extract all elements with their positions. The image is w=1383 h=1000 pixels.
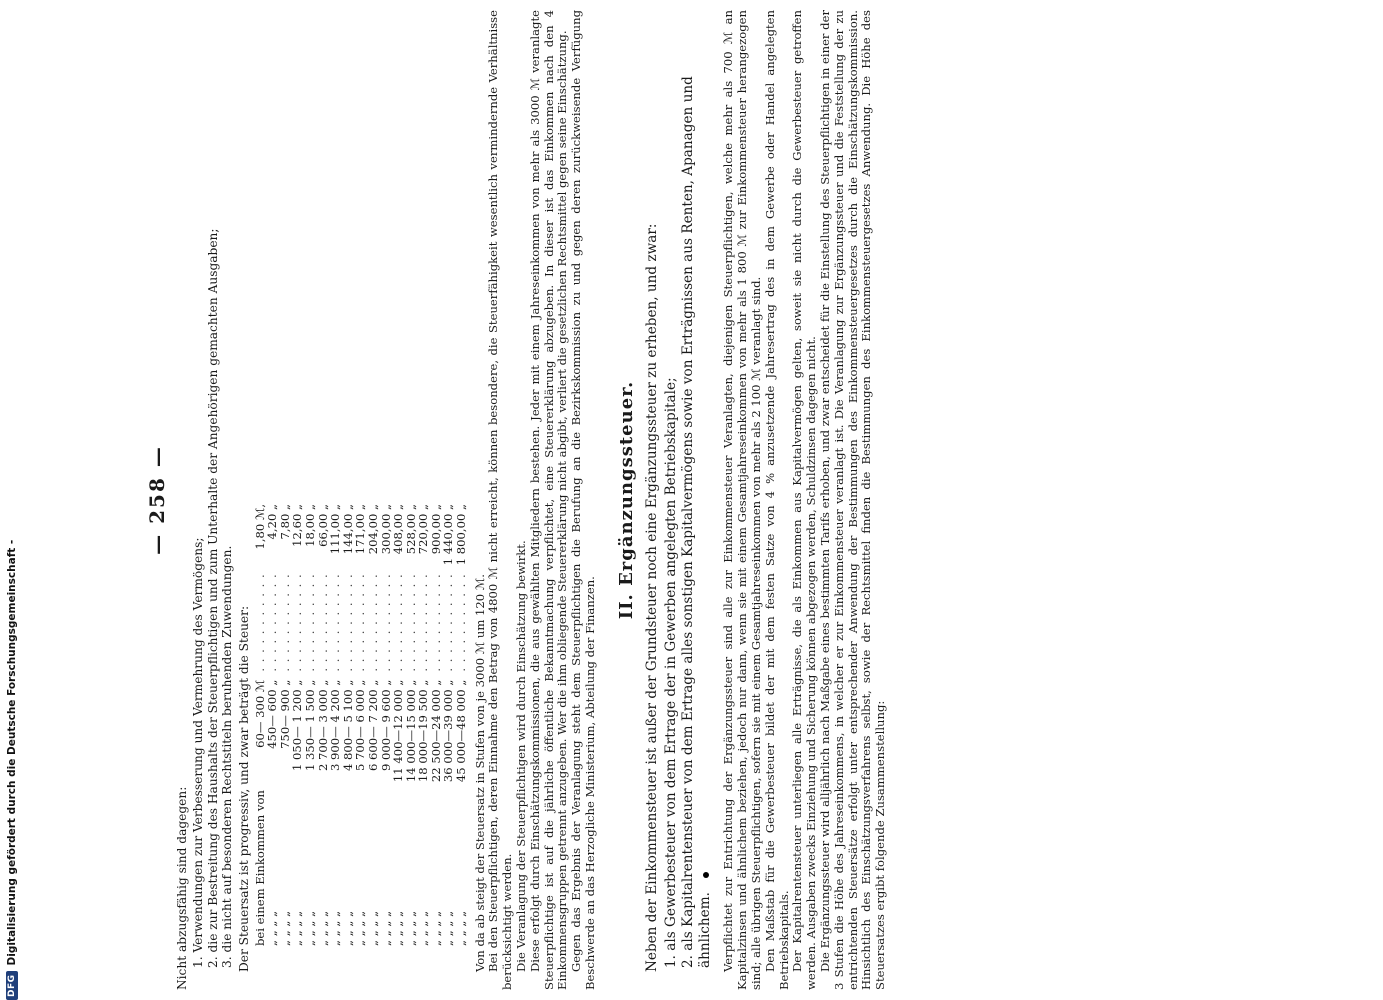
section2-list <box>663 10 714 990</box>
rate-row <box>392 500 405 950</box>
tax-amount: 12,60 „ <box>290 503 305 547</box>
paragraph: Diese erfolgt durch Einschätzungskommissionen, die aus gewählten Mitgliedern bestehen. Jeder mit einem Jahreseinkommen von mehr als 3000 ℳ veranlagte Steuerpflichtige ist auf die jährliche öffentliche Bekanntmachung verpflichtet, eine Steuererklärung abzugeben. In dieser ist das Einkommen nach den 4 Einkommensgruppen getrennt anzugeben. Wer die ihm obliegende Steuererklärung nicht abgibt, verliert die gesetzlichen Rechtsmittel gegen seine Einschätzung. <box>527 10 570 990</box>
tax-rate-table <box>254 500 468 950</box>
income-range: 18 000—19 500 „ <box>416 679 431 783</box>
leader-dots: . . . . . . . . . . . <box>315 573 330 672</box>
leader-dots: . . . . . . . . . . . <box>265 573 280 672</box>
dfg-logo: DFG <box>6 971 18 1000</box>
section1-list <box>191 10 235 990</box>
paragraph: Der Kapitalrentensteuer unterliegen alle Erträgnisse, die als Einkommen aus Kapitalvermögen gelten, soweit sie nicht durch die Gewerbesteuer getroffen werden. Ausgaben zwecks Einziehung und Sicherung können abgezogen werden, Schuldzinsen dagegen nicht. <box>790 10 819 990</box>
paragraph: Von da ab steigt der Steuersatz in Stufen von je 3000 ℳ um 120 ℳ. <box>472 574 487 972</box>
tax-amount: 1 800,00 „ <box>454 503 469 566</box>
list-item: 3. die nicht auf besonderen Rechtstiteln beruhenden Zuwendungen. <box>220 545 235 968</box>
rate-row <box>329 500 342 950</box>
section2-intro: Neben der Einkommensteuer ist außer der Grundsteuer noch eine Ergänzungssteuer zu erheben, und zwar: <box>644 223 661 972</box>
income-range: 22 500—24 000 „ <box>428 679 443 783</box>
tax-amount: 300,00 „ <box>378 503 393 555</box>
rate-prefix: „ „ „ „ <box>315 910 330 946</box>
paragraph: Verpflichtet zur Entrichtung der Ergänzungssteuer sind alle zur Einkommensteuer Veranlagten, diejenigen Steuerpflichtigen, welche mehr als 700 ℳ an Kapitalzinsen und ähnlichem beziehen, jedoch nur dann, wenn sie mit einem Gesamtjahreseinkommen von mehr als 1 800 ℳ zur Einkommensteuer herangezogen sind; alle übrigen Steuerpflichtigen, sofern sie mit einem Gesamtjahreseinkommen von mehr als 2 100 ℳ veranlagt sind. <box>721 10 764 990</box>
leader-dots: . . . . . . . . . . . <box>391 573 406 672</box>
rate-row <box>417 500 430 950</box>
rate-prefix: „ „ „ „ <box>277 910 292 946</box>
list-item: 2. als Kapitalrentensteuer von dem Ertrage alles sonstigen Kapitalvermögens sowie von Erträgnissen aus Renten, Apanagen und ähnlichem. <box>680 76 714 968</box>
leader-dots: . . . . . . . . . . . <box>365 573 380 672</box>
rate-prefix: „ „ „ „ <box>265 910 280 946</box>
rate-prefix: „ „ „ „ <box>302 910 317 946</box>
income-range: 36 000—39 000 „ <box>441 679 456 783</box>
leader-dots: . . . . . . . . . . . <box>328 573 343 672</box>
leader-dots: . . . . . . . . . . . <box>416 573 431 672</box>
tax-amount: 204,00 „ <box>365 503 380 555</box>
rate-row <box>455 500 468 950</box>
leader-dots: . . . . . . . . . . . <box>302 573 317 672</box>
paragraph: Gegen das Ergebnis der Veranlagung steht dem Steuerpflichtigen die Berufung an die Bezirkskommission zu und gegen deren zurückweisende Verfügung Beschwerde an das Herzogliche Ministerium, Abteilung der Finanzen. <box>569 10 598 990</box>
income-range: 45 000—48 000 „ <box>454 679 469 783</box>
tax-amount: 111,00 „ <box>328 503 343 555</box>
income-range: 3 900— 4 200 „ <box>328 679 343 772</box>
tax-amount: 7,80 „ <box>277 503 292 540</box>
rate-prefix: „ „ „ „ <box>378 910 393 946</box>
income-range: 1 050— 1 200 „ <box>290 679 305 772</box>
leader-dots: . . . . . . . . . . . <box>454 573 469 672</box>
income-range: 14 000—15 000 „ <box>403 679 418 783</box>
tax-amount: 4,20 „ <box>265 503 280 540</box>
tax-amount: 408,00 „ <box>391 503 406 555</box>
rate-prefix: „ „ „ „ <box>365 910 380 946</box>
section2-heading: II. Ergänzungssteuer. <box>615 380 637 620</box>
income-range: 750— 900 „ <box>277 679 292 749</box>
income-range: 450— 600 „ <box>265 679 280 749</box>
page-number: — 258 — <box>145 445 169 555</box>
income-range: 5 700— 6 000 „ <box>353 679 368 772</box>
income-range: 9 000— 9 600 „ <box>378 679 393 772</box>
rate-prefix: „ „ „ „ <box>403 910 418 946</box>
paragraph: Die Ergänzungssteuer wird alljährlich nach Maßgabe eines bestimmten Tarifs erhoben, und zwar entscheidet für die Einstellung des Steuerpflichtigen in einer der 3 Stufen die Höhe des Jahreseinkommens, in welcher er zur Einkommensteuer veranlagt ist. Die Veranlagung zur Ergänzungssteuer und die Feststellung der zu entrichtenden Steuersätze erfolgt unter entsprechender Anwendung der Bestimmungen des Einkommensteuergesetzes durch die Einschätzungskommission. Hinsichtlich des Einschätzungsverfahrens selbst, sowie der Rechtsmittel finden die Bestimmungen des Einkommensteuergesetzes Anwendung. Die Höhe des Steuersatzes ergibt folgende Zusammenstellung: <box>818 10 888 990</box>
rate-prefix: „ „ „ „ <box>391 910 406 946</box>
rate-row <box>367 500 380 950</box>
rate-prefix: „ „ „ „ <box>353 910 368 946</box>
paragraph: Die Veranlagung der Steuerpflichtigen wird durch Einschätzung bewirkt. <box>514 540 529 972</box>
income-range: 1 350— 1 500 „ <box>302 679 317 772</box>
income-range: 6 600— 7 200 „ <box>365 679 380 772</box>
leader-dots: . . . . . . . . . . . <box>277 573 292 672</box>
bullet-dot-icon <box>703 872 709 878</box>
rate-intro: Der Steuersatz ist progressiv, und zwar beträgt die Steuer: <box>236 605 251 972</box>
rate-prefix: „ „ „ „ <box>290 910 305 946</box>
rate-row <box>266 500 279 950</box>
paragraph: Den Maßstab für die Gewerbesteuer bildet der mit dem festen Satze von 4 % anzusetzende Jahresertrag des in dem Gewerbe oder Handel angelegten Betriebskapitals. <box>762 10 791 990</box>
leader-dots: . . . . . . . . . . . <box>428 573 443 672</box>
rate-prefix: „ „ „ „ <box>441 910 456 946</box>
tax-amount: 144,00 „ <box>340 503 355 555</box>
rate-prefix: „ „ „ „ <box>328 910 343 946</box>
list-item: 1. Verwendungen zur Verbesserung und Vermehrung des Vermögens; <box>191 537 206 968</box>
income-range: 60— 300 ℳ <box>252 679 267 748</box>
tax-amount: 66,00 „ <box>315 503 330 547</box>
tax-amount: 720,00 „ <box>416 503 431 555</box>
tax-amount: 171,00 „ <box>353 503 368 555</box>
leader-dots: . . . . . . . . . . . <box>403 573 418 672</box>
leader-dots: . . . . . . . . . . . <box>353 573 368 672</box>
leader-dots: . . . . . . . . . . . <box>441 573 456 672</box>
tax-amount: 900,00 „ <box>428 503 443 555</box>
rotated-document-page <box>145 10 1310 990</box>
leader-dots: . . . . . . . . . . . <box>290 573 305 672</box>
leader-dots: . . . . . . . . . . . <box>378 573 393 672</box>
income-range: 4 800— 5 100 „ <box>340 679 355 772</box>
list-item: 1. als Gewerbesteuer von dem Ertrage der in Gewerben angelegten Betriebskapitale; <box>663 377 680 968</box>
banner-text: Digitalisierung gefördert durch die Deutsche Forschungsgemeinschaft - <box>6 539 18 966</box>
tax-amount: 1 440,00 „ <box>441 503 456 566</box>
tax-amount: 1,80 ℳ, <box>252 503 267 550</box>
paragraph: Bei den Steuerpflichtigen, deren Einnahme den Betrag von 4800 ℳ nicht erreicht, können besondere, die Steuerfähigkeit wesentlich vermindernde Verhältnisse berücksichtigt werden. <box>486 10 515 990</box>
tax-amount: 18,00 „ <box>302 503 317 547</box>
rate-row <box>304 500 317 950</box>
list-item: 2. die zur Bestreitung des Haushalts der Steuerpflichtigen und zum Unterhalte der Angehörigen gemachten Ausgaben; <box>205 228 220 968</box>
rate-prefix: bei einem Einkommen von <box>252 790 267 946</box>
income-range: 2 700— 3 000 „ <box>315 679 330 772</box>
rate-prefix: „ „ „ „ <box>340 910 355 946</box>
rate-prefix: „ „ „ „ <box>454 910 469 946</box>
rate-prefix: „ „ „ „ <box>416 910 431 946</box>
rate-prefix: „ „ „ „ <box>428 910 443 946</box>
leader-dots: . . . . . . . . . . . <box>340 573 355 672</box>
tax-amount: 528,00 „ <box>403 503 418 555</box>
section1-intro: Nicht abzugsfähig sind dagegen: <box>174 786 189 990</box>
income-range: 11 400—12 000 „ <box>391 679 406 783</box>
dfg-banner <box>0 0 24 1000</box>
leader-dots: . . . . . . . . . . . <box>252 573 267 672</box>
